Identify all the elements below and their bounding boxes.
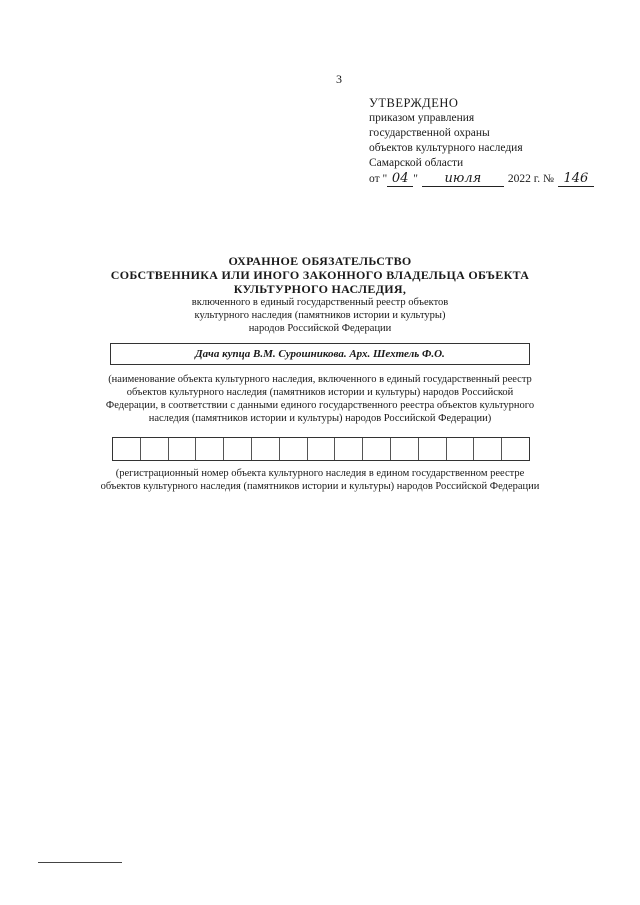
date-day: 04	[387, 171, 413, 187]
registration-number-cell	[280, 438, 308, 460]
approval-line: приказом управления	[369, 112, 475, 124]
heading-sub: включенного в единый государственный реестр объектов	[191, 297, 449, 308]
document-heading	[0, 254, 640, 335]
registration-number-cell	[391, 438, 419, 460]
date-prefix: от "	[369, 173, 388, 185]
date-year: 2022 г. №	[507, 173, 554, 185]
object-name: Дача купца В.М. Сурошникова. Арх. Шехтель Ф.О.	[195, 348, 445, 360]
page-number: 3	[336, 72, 342, 86]
registration-number-cell	[113, 438, 141, 460]
approval-stamp	[369, 96, 594, 187]
registration-number-cell	[447, 438, 475, 460]
registration-number-cell	[196, 438, 224, 460]
registration-number-cell	[141, 438, 169, 460]
heading-line: ОХРАННОЕ ОБЯЗАТЕЛЬСТВО	[228, 254, 412, 268]
registration-number-cell	[363, 438, 391, 460]
heading-line: СОБСТВЕННИКА ИЛИ ИНОГО ЗАКОННОГО ВЛАДЕЛЬЦА ОБЪЕКТА	[110, 268, 530, 282]
footnote-divider	[38, 862, 122, 863]
date-quote: "	[413, 173, 418, 185]
approval-title: УТВЕРЖДЕНО	[369, 96, 459, 110]
approval-line: государственной охраны	[369, 127, 490, 139]
registration-number-cell	[308, 438, 336, 460]
heading-line: КУЛЬТУРНОГО НАСЛЕДИЯ,	[233, 282, 407, 296]
registration-number-grid	[112, 437, 530, 461]
registration-number-cell	[419, 438, 447, 460]
registration-number-cell	[502, 438, 529, 460]
order-number: 146	[558, 171, 594, 187]
object-name-caption: (наименование объекта культурного наследия, включенного в единый государственный реестр объектов культурного наследия (памятников истории и культуры) народов Российской Федерации, в соответствии с данными единого государственного реестра объектов культурного наследия (памятников истории и культуры) народов Российской Федерации)	[105, 374, 535, 424]
approval-line: объектов культурного наследия	[369, 142, 523, 154]
approval-line: Самарской области	[369, 157, 464, 169]
approval-date	[369, 171, 594, 187]
date-month: июля	[422, 171, 504, 187]
heading-sub: культурного наследия (памятников истории и культуры)	[194, 310, 446, 321]
registration-number-caption: (регистрационный номер объекта культурного наследия в едином государственном реестре объектов культурного наследия (памятников истории и культуры) народов Российской Федерации	[100, 468, 540, 492]
registration-number-cell	[169, 438, 197, 460]
registration-number-cell	[474, 438, 502, 460]
registration-number-cell	[252, 438, 280, 460]
registration-number-cell	[224, 438, 252, 460]
heading-sub: народов Российской Федерации	[248, 323, 392, 334]
object-name-field	[110, 343, 530, 365]
registration-number-cell	[335, 438, 363, 460]
